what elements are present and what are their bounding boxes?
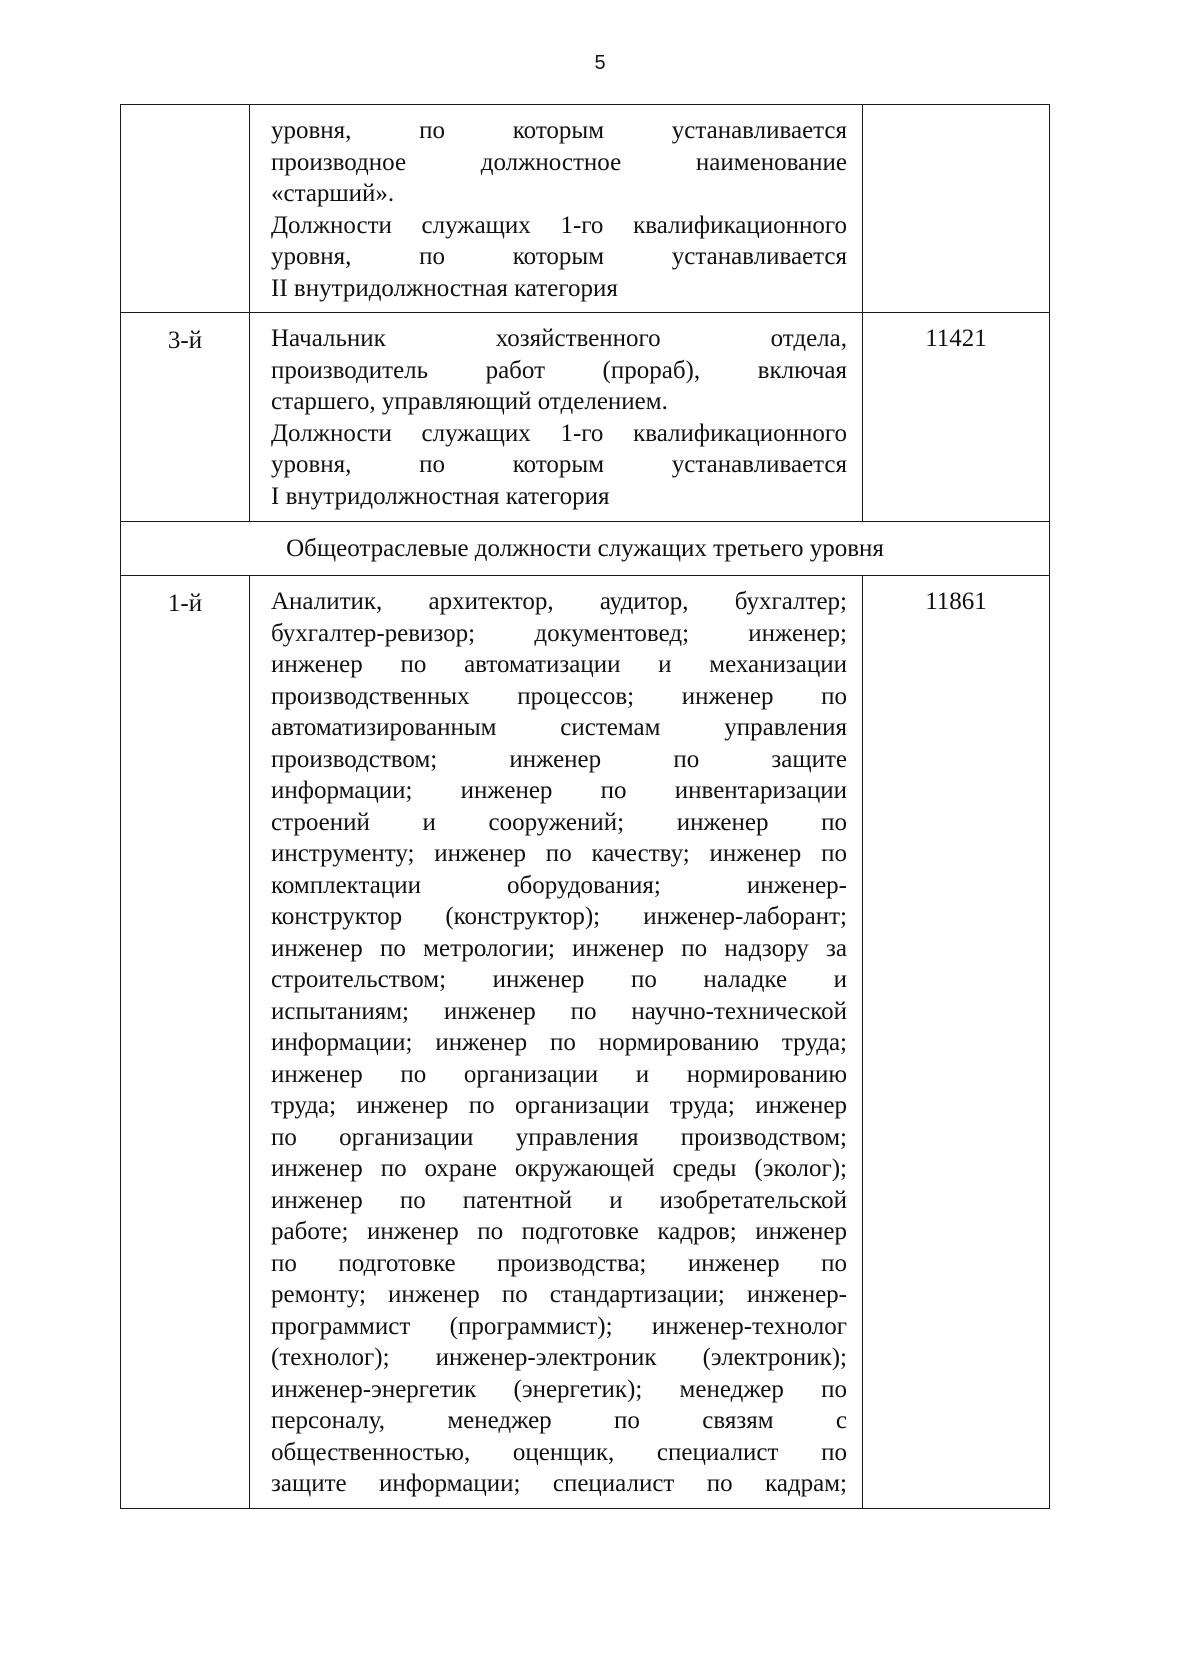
description-line: работе; инженер по подготовке кадров; инженер — [271, 1218, 847, 1245]
description-line: программист (программист); инженер-технолог — [271, 1312, 847, 1340]
description-line: строений и сооружений; инженер по — [271, 808, 847, 836]
description-line: II внутридолжностная категория — [271, 274, 618, 302]
description-line: ремонту; инженер по стандартизации; инженер- — [271, 1281, 847, 1308]
page-number: 5 — [594, 52, 606, 74]
description-line: персоналу, менеджер по связям с — [271, 1407, 847, 1434]
description-line: испытаниям; инженер по научно-технической — [271, 997, 847, 1025]
description-line: по организации управления производством; — [271, 1123, 847, 1151]
code-cell — [863, 105, 1050, 313]
description-line: бухгалтер-ревизор; документовед; инженер; — [271, 619, 847, 647]
qualification-table — [120, 104, 1050, 1509]
description-cell — [250, 576, 863, 1509]
description-line: «старший». — [271, 180, 395, 207]
description-line: уровня, по которым устанавливается — [271, 451, 847, 478]
description-line: производством; инженер по защите — [271, 745, 847, 773]
description-line: Должности служащих 1-го квалификационного — [271, 211, 847, 239]
description-line: производитель работ (прораб), включая — [271, 356, 847, 384]
description-line: труда; инженер по организации труда; инженер — [271, 1092, 847, 1119]
description-line: инженер по организации и нормированию — [271, 1060, 847, 1088]
description-line: производное должностное наименование — [271, 148, 847, 176]
description-line: Аналитик, архитектор, аудитор, бухгалтер; — [271, 588, 847, 615]
description-line: конструктор (конструктор); инженер-лаборант; — [271, 903, 847, 930]
description-line: уровня, по которым устанавливается — [271, 117, 847, 144]
description-line: инженер по охране окружающей среды (эколог); — [271, 1155, 847, 1182]
description-line: старшего, управляющий отделением. — [271, 388, 668, 415]
table-row — [121, 313, 1050, 522]
section-header-row — [121, 522, 1050, 576]
description-line: информации; инженер по нормированию труда; — [271, 1029, 847, 1056]
description-line: защите информации; специалист по кадрам; — [271, 1470, 847, 1497]
table-row — [121, 105, 1050, 313]
description-line: инженер по автоматизации и механизации — [271, 651, 847, 678]
description-line: Должности служащих 1-го квалификационного — [271, 419, 847, 447]
code-cell: 11861 — [863, 576, 1050, 1509]
description-line: инженер-энергетик (энергетик); менеджер по — [271, 1375, 847, 1403]
description-line: Начальник хозяйственного отдела, — [271, 325, 847, 352]
description-line: по подготовке производства; инженер по — [271, 1249, 847, 1277]
description-line: I внутридолжностная категория — [271, 482, 610, 510]
description-line: инженер по метрологии; инженер по надзору за — [271, 934, 847, 962]
description-line: инженер по патентной и изобретательской — [271, 1186, 847, 1214]
description-line: строительством; инженер по наладке и — [271, 966, 847, 993]
table-row — [121, 576, 1050, 1509]
description-line: общественностью, оценщик, специалист по — [271, 1438, 847, 1466]
level-cell: 3-й — [121, 313, 250, 522]
section-header: Общеотраслевые должности служащих третьего уровня — [121, 522, 1050, 576]
description-line: инструменту; инженер по качеству; инженер по — [271, 840, 847, 867]
description-line: (технолог); инженер-электроник (электроник); — [271, 1344, 847, 1371]
level-cell: 1-й — [121, 576, 250, 1509]
description-cell — [250, 313, 863, 522]
description-line: производственных процессов; инженер по — [271, 682, 847, 710]
description-line: комплектации оборудования; инженер- — [271, 871, 847, 899]
description-cell — [250, 105, 863, 313]
description-line: автоматизированным системам управления — [271, 714, 847, 741]
code-cell: 11421 — [863, 313, 1050, 522]
description-line: информации; инженер по инвентаризации — [271, 777, 847, 804]
level-cell — [121, 105, 250, 313]
description-line: уровня, по которым устанавливается — [271, 243, 847, 270]
